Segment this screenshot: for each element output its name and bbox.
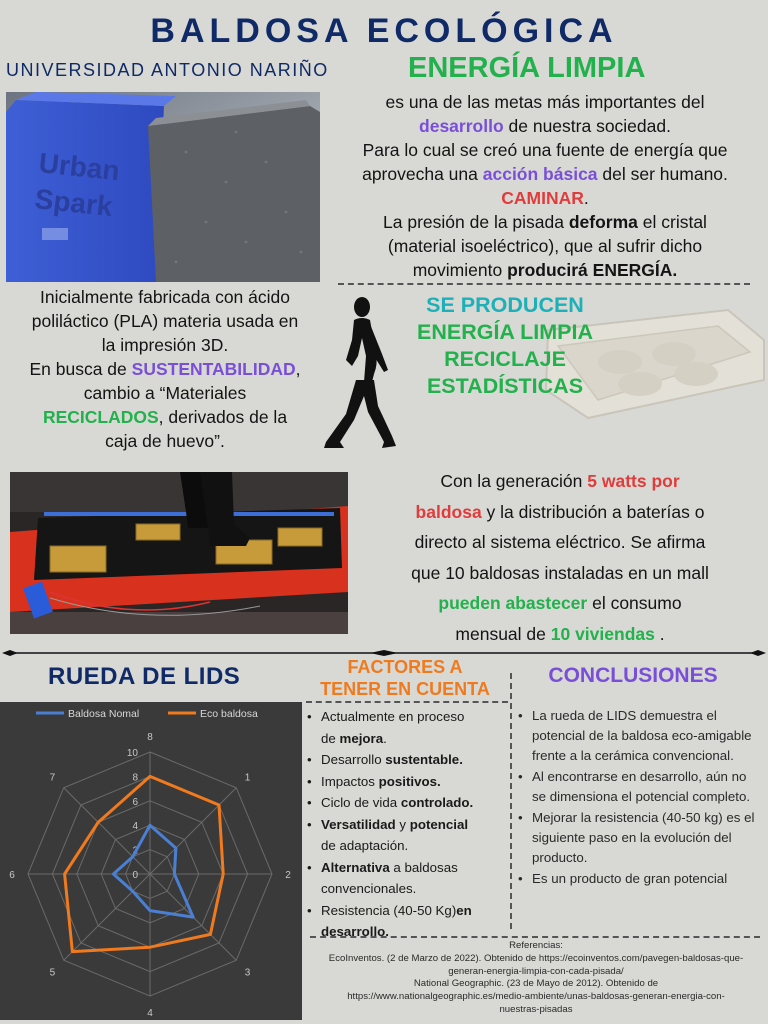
- energy-headline: ENERGÍA LIMPIA: [408, 52, 646, 84]
- list-item: • Alternativa a baldosas convencionales.: [307, 857, 507, 900]
- list-item: • Al encontrarse en desarrollo, aún no se dimensiona el potencial completo.: [518, 767, 758, 807]
- lids-radar-chart: [0, 702, 302, 1020]
- conclusions-title: CONCLUSIONES: [548, 664, 718, 687]
- floor-tiles-photo: [10, 472, 348, 634]
- legend-label: Eco baldosa: [200, 708, 258, 720]
- radar-axis-label: 7: [49, 772, 56, 784]
- radar-ring-label: 0: [132, 870, 138, 881]
- list-item: • Resistencia (40-50 Kg)en desarrollo.: [307, 900, 507, 943]
- tile-label-line2: Spark: [33, 183, 115, 223]
- tile-photo: [6, 92, 320, 282]
- references-divider: [310, 936, 760, 938]
- list-item: • Impactos positivos.: [307, 771, 507, 793]
- factors-list: [307, 706, 507, 943]
- radar-ring-label: 8: [132, 772, 138, 784]
- radar-series-line: [65, 776, 224, 951]
- list-item: • Actualmente en proceso de mejora.: [307, 706, 507, 749]
- references: Referencias: EcoInventos. (2 de Marzo de 2022). Obtenido de https://ecoinventos.com/pavegen-baldosas-que- generan-energia-limpia-con-cada-pisada/ National Geographic. (23 de Mayo de 2012). Obtenido de https://www.nationalgeographic.es/medio-ambiente/unas-baldosas-generan-energia-con- nuestras-pisadas: [328, 940, 744, 1015]
- tile-label-line1: Urban: [37, 147, 122, 187]
- benefit-item: RECICLAJE: [444, 347, 566, 371]
- university-name: UNIVERSIDAD ANTONIO NARIÑO: [6, 60, 329, 80]
- list-item: • La rueda de LIDS demuestra el potencial de la baldosa eco-amigable frente a la cerámica convencional.: [518, 706, 758, 766]
- walking-tiles-image: [10, 472, 348, 634]
- radar-axis-label: 4: [147, 1008, 153, 1019]
- list-item: • Ciclo de vida controlado.: [307, 792, 507, 814]
- radar-ring-label: 4: [132, 821, 138, 833]
- page-title: BALDOSA ECOLÓGICA: [150, 12, 618, 50]
- section-divider: [338, 283, 750, 285]
- material-text: Inicialmente fabricada con ácido poliláctico (PLA) materia usada en la impresión 3D. En busca de SUSTENTABILIDAD, cambio a “Materiales RECICLADOS, derivados de la caja de huevo”.: [29, 287, 301, 451]
- radar-axis-label: 3: [244, 967, 251, 979]
- column-divider: [510, 673, 512, 929]
- list-item: • Mejorar la resistencia (40-50 kg) es el siguiente paso en la evolución del producto.: [518, 808, 758, 868]
- radar-title: RUEDA DE LIDS: [48, 663, 241, 690]
- list-item: • Desarrollo sustentable.: [307, 749, 507, 771]
- benefit-item: ENERGÍA LIMPIA: [417, 320, 593, 344]
- radar-axis-label: 2: [285, 870, 291, 881]
- radar-ring-label: 10: [126, 748, 138, 759]
- legend-label: Baldosa Nomal: [68, 708, 140, 720]
- radar-svg: [0, 702, 302, 1020]
- radar-axis-label: 1: [244, 772, 251, 784]
- benefit-item: ESTADÍSTICAS: [426, 374, 584, 398]
- list-item: • Es un producto de gran potencial: [518, 869, 758, 889]
- radar-ring-label: 6: [132, 796, 138, 808]
- factors-underline: [306, 701, 508, 703]
- radar-axis-label: 8: [147, 732, 153, 743]
- factors-title: FACTORES A TENER EN CUENTA: [320, 657, 490, 699]
- generation-text: Con la generación 5 watts por baldosa y la distribución a baterías o directo al sistema eléctrico. Se afirma que 10 baldosas instaladas en un mall pueden abastecer el consumo mensual de 10 viviendas .: [411, 471, 709, 644]
- intro-text: es una de las metas más importantes del desarrollo de nuestra sociedad. Para lo cual se creó una fuente de energía que aprovecha una acción básica del ser humano. CAMINAR. La presión de la pisada deforma el cristal (material isoeléctrico), que al sufrir dicho movimiento producirá ENERGÍA.: [362, 92, 728, 280]
- list-item: • Versatilidad y potencial de adaptación.: [307, 814, 507, 857]
- conclusions-list: [518, 706, 758, 890]
- radar-axis-label: 5: [49, 967, 56, 979]
- radar-axis-label: 6: [9, 870, 15, 881]
- benefits-block: [380, 292, 630, 400]
- benefits-heading: SE PRODUCEN: [426, 293, 584, 317]
- urban-spark-tile-image: [6, 92, 320, 282]
- radar-ring-label: 2: [132, 845, 138, 857]
